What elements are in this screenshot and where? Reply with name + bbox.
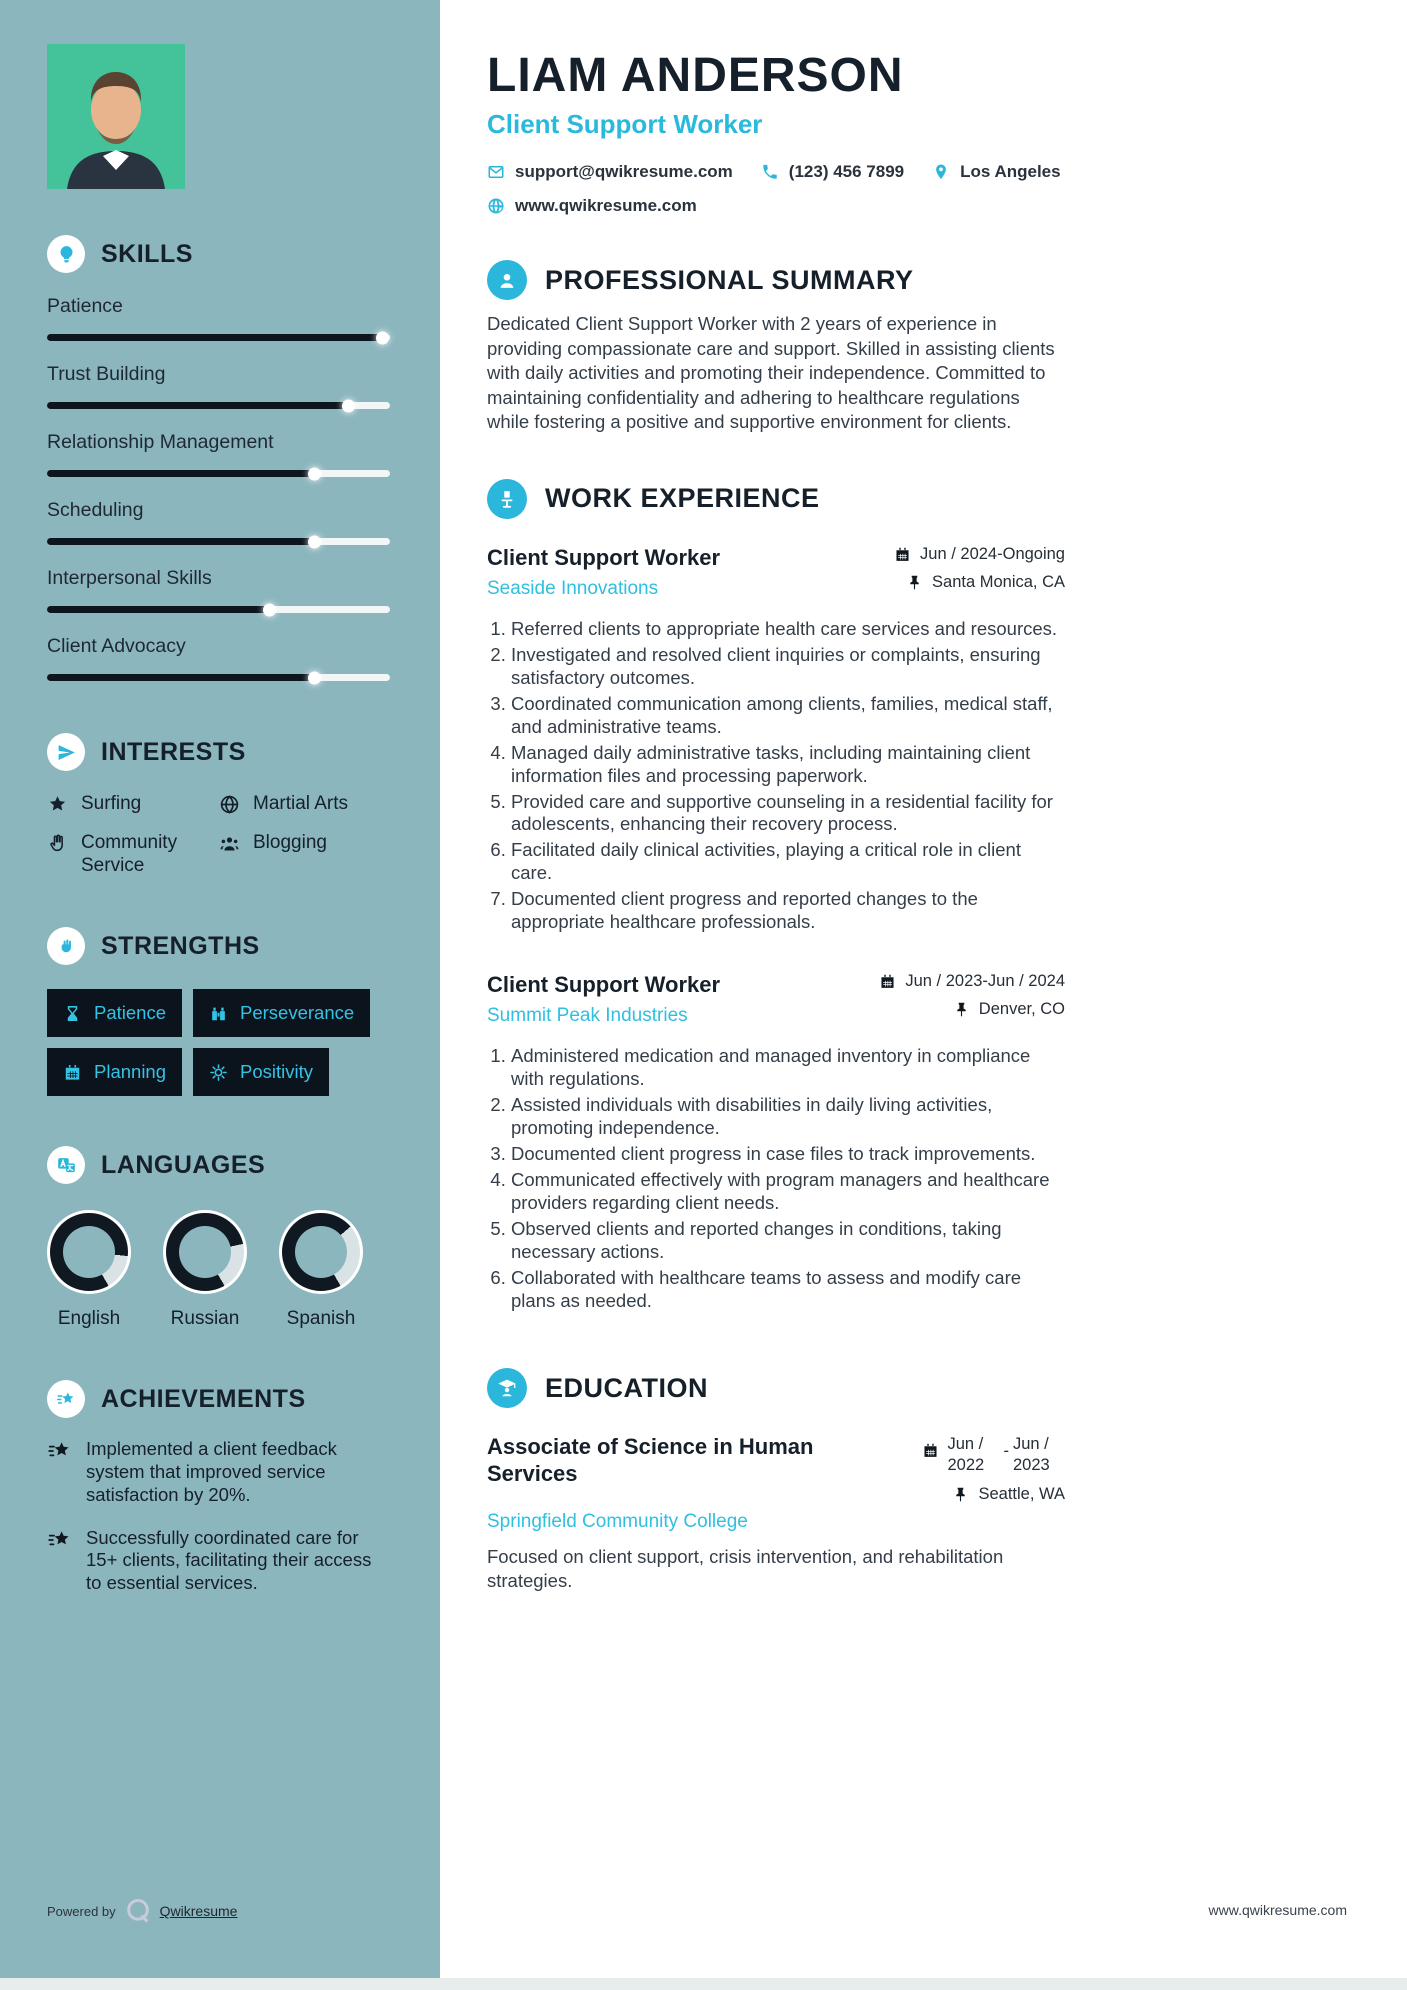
- skill-label: Interpersonal Skills: [47, 567, 212, 589]
- interest-item: Martial Arts: [219, 793, 390, 816]
- job-dates: Jun / 2024-Ongoing: [894, 545, 1065, 564]
- education-location: Seattle, WA: [952, 1485, 1065, 1504]
- job-duties-list: [487, 618, 1065, 934]
- skill-row: [47, 499, 390, 545]
- calendar-icon: [894, 546, 911, 563]
- language-donut: [279, 1210, 363, 1294]
- globe-icon: [219, 794, 240, 815]
- slider-thumb: [308, 467, 321, 480]
- footer-powered-by: Powered by Qwikresume: [47, 1897, 237, 1925]
- skill-bar: [47, 334, 390, 341]
- duty-item: 7. Documented client progress and reported changes to the appropriate healthcare professionals.: [511, 888, 1065, 934]
- main-column: [487, 0, 1065, 1594]
- skill-label: Client Advocacy: [47, 635, 186, 657]
- skill-row: [47, 431, 390, 477]
- job-title: Client Support Worker: [487, 544, 721, 570]
- strength-badge: Planning: [47, 1048, 182, 1096]
- phone-number: (123) 456 7899: [761, 162, 904, 182]
- language-donut: [47, 1210, 131, 1294]
- duty-item: 2. Assisted individuals with disabilities in daily living activities, promoting independence.: [511, 1094, 1065, 1140]
- skill-bar: [47, 606, 390, 613]
- interest-item: Blogging: [219, 832, 390, 878]
- calendar-icon: [63, 1063, 82, 1082]
- duty-item: 6. Facilitated daily clinical activities, playing a critical role in client care.: [511, 839, 1065, 885]
- summary-text: Dedicated Client Support Worker with 2 years of experience in providing compassionate care and support. Skilled in assisting clients with daily activities and promoting their independence. Committed to maintaining confidentiality and adhering to healthcare regulations while fostering a positive and supportive environment for clients.: [487, 313, 1055, 433]
- strengths-section: [47, 927, 390, 1096]
- experience-section: [487, 479, 1065, 1313]
- shooting-star-icon: [47, 1438, 73, 1464]
- profile-photo: [47, 44, 185, 189]
- date-end: Jun / 2023: [1013, 1435, 1050, 1475]
- sidebar: [0, 0, 440, 1978]
- language-item: [279, 1210, 363, 1330]
- interest-item: Community Service: [47, 832, 219, 878]
- strength-badge: Patience: [47, 989, 182, 1037]
- achievement-item: Implemented a client feedback system that improved service satisfaction by 20%.: [47, 1438, 390, 1506]
- duty-item: 1. Administered medication and managed inventory in compliance with regulations.: [511, 1045, 1065, 1091]
- education-heading: EDUCATION: [545, 1372, 708, 1403]
- location-pin-icon: [932, 163, 950, 181]
- location-text: Los Angeles: [932, 162, 1060, 182]
- skill-row: [47, 295, 390, 341]
- duty-item: 6. Collaborated with healthcare teams to assess and modify care plans as needed.: [511, 1267, 1065, 1313]
- job-location: Santa Monica, CA: [906, 573, 1065, 592]
- globe-icon: [487, 197, 505, 215]
- interests-section: [47, 733, 390, 877]
- chair-icon: [487, 479, 527, 519]
- skill-bar: [47, 402, 390, 409]
- education-description: Focused on client support, crisis intervention, and rehabilitation strategies.: [487, 1545, 1004, 1592]
- calendar-icon: [879, 973, 896, 990]
- duty-item: 4. Managed daily administrative tasks, including maintaining client information files and processing paperwork.: [511, 742, 1065, 788]
- skills-section: [47, 235, 390, 681]
- person-title: Client Support Worker: [487, 109, 763, 139]
- language-label: Spanish: [286, 1308, 356, 1330]
- slider-thumb: [308, 535, 321, 548]
- duty-item: 1. Referred clients to appropriate health care services and resources.: [511, 618, 1065, 641]
- strength-badge: Positivity: [193, 1048, 329, 1096]
- job-entry: [487, 545, 1065, 934]
- achievements-heading: ACHIEVEMENTS: [101, 1384, 306, 1413]
- slider-thumb: [342, 399, 355, 412]
- user-icon: [487, 260, 527, 300]
- footer-website[interactable]: www.qwikresume.com: [1208, 1902, 1347, 1918]
- person-name: LIAM ANDERSON: [487, 49, 904, 102]
- language-label: English: [57, 1308, 121, 1330]
- achievement-item: Successfully coordinated care for 15+ clients, facilitating their access to essential services.: [47, 1527, 390, 1595]
- date-start: Jun / 2022: [947, 1435, 985, 1475]
- duty-item: 3. Coordinated communication among clients, families, medical staff, and administrative teams.: [511, 693, 1065, 739]
- skill-label: Scheduling: [47, 499, 144, 521]
- translate-icon: [47, 1146, 85, 1184]
- duty-item: 5. Provided care and supportive counseling in a residential facility for adolescents, enhancing their recovery process.: [511, 791, 1065, 837]
- contact-row: [487, 162, 1065, 182]
- lightbulb-icon: [47, 235, 85, 273]
- degree-title: Associate of Science in Human Services: [487, 1434, 814, 1486]
- company-name: Seaside Innovations: [487, 577, 659, 599]
- pushpin-icon: [953, 1001, 970, 1018]
- skill-bar: [47, 674, 390, 681]
- skill-row: [47, 635, 390, 681]
- company-name: Summit Peak Industries: [487, 1005, 688, 1027]
- achievements-section: [47, 1380, 390, 1595]
- date-separator: -: [1003, 1442, 1009, 1461]
- slider-thumb: [308, 671, 321, 684]
- shooting-star-icon: [47, 1380, 85, 1418]
- skill-label: Relationship Management: [47, 431, 274, 453]
- languages-heading: LANGUAGES: [101, 1150, 266, 1179]
- interest-item: Surfing: [47, 793, 219, 816]
- school-name: Springfield Community College: [487, 1510, 748, 1532]
- skills-heading: SKILLS: [101, 239, 193, 268]
- language-donut: [163, 1210, 247, 1294]
- interests-heading: INTERESTS: [101, 737, 246, 766]
- languages-section: [47, 1146, 390, 1330]
- job-title: Client Support Worker: [487, 972, 721, 998]
- education-section: [487, 1368, 1065, 1593]
- users-icon: [219, 833, 240, 854]
- slider-thumb: [376, 331, 389, 344]
- duty-item: 2. Investigated and resolved client inquiries or complaints, ensuring satisfactory outcomes.: [511, 644, 1065, 690]
- hourglass-icon: [63, 1004, 82, 1023]
- paper-plane-icon: [47, 733, 85, 771]
- email-link[interactable]: support@qwikresume.com: [487, 162, 733, 182]
- language-label: Russian: [170, 1308, 240, 1330]
- strength-badge: Perseverance: [193, 989, 370, 1037]
- duty-item: 3. Documented client progress in case files to track improvements.: [511, 1143, 1065, 1166]
- education-dates: [922, 1434, 1066, 1475]
- summary-section: [487, 260, 1065, 435]
- skill-row: [47, 363, 390, 409]
- strengths-heading: STRENGTHS: [101, 931, 260, 960]
- pushpin-icon: [952, 1486, 969, 1503]
- job-dates: Jun / 2023-Jun / 2024: [879, 972, 1065, 991]
- duty-item: 5. Observed clients and reported changes in conditions, taking necessary actions.: [511, 1218, 1065, 1264]
- language-item: [163, 1210, 247, 1330]
- calendar-icon: [922, 1442, 939, 1459]
- website-link[interactable]: www.qwikresume.com: [487, 196, 697, 216]
- page-bottom-edge: [0, 1978, 1407, 1990]
- graduation-icon: [487, 1368, 527, 1408]
- qwikresume-logo: [124, 1897, 152, 1925]
- binoculars-icon: [209, 1004, 228, 1023]
- education-entry: [487, 1434, 1065, 1503]
- duty-item: 4. Communicated effectively with program managers and healthcare providers regarding client needs.: [511, 1169, 1065, 1215]
- summary-heading: PROFESSIONAL SUMMARY: [545, 264, 914, 295]
- skill-bar: [47, 538, 390, 545]
- slider-thumb: [263, 603, 276, 616]
- skill-row: [47, 567, 390, 613]
- fist-icon: [47, 927, 85, 965]
- mail-icon: [487, 163, 505, 181]
- skill-label: Patience: [47, 295, 123, 317]
- job-entry: [487, 972, 1065, 1312]
- sun-icon: [209, 1063, 228, 1082]
- qwikresume-link[interactable]: Qwikresume: [159, 1903, 238, 1919]
- pushpin-icon: [906, 574, 923, 591]
- hand-icon: [47, 833, 68, 854]
- skill-bar: [47, 470, 390, 477]
- skill-label: Trust Building: [47, 363, 166, 385]
- job-location: Denver, CO: [953, 1000, 1065, 1019]
- language-item: [47, 1210, 131, 1330]
- job-duties-list: [487, 1045, 1065, 1312]
- shooting-star-icon: [47, 1527, 73, 1553]
- experience-heading: WORK EXPERIENCE: [545, 483, 820, 514]
- star-icon: [47, 794, 68, 815]
- phone-icon: [761, 163, 779, 181]
- website-row: [487, 196, 1065, 216]
